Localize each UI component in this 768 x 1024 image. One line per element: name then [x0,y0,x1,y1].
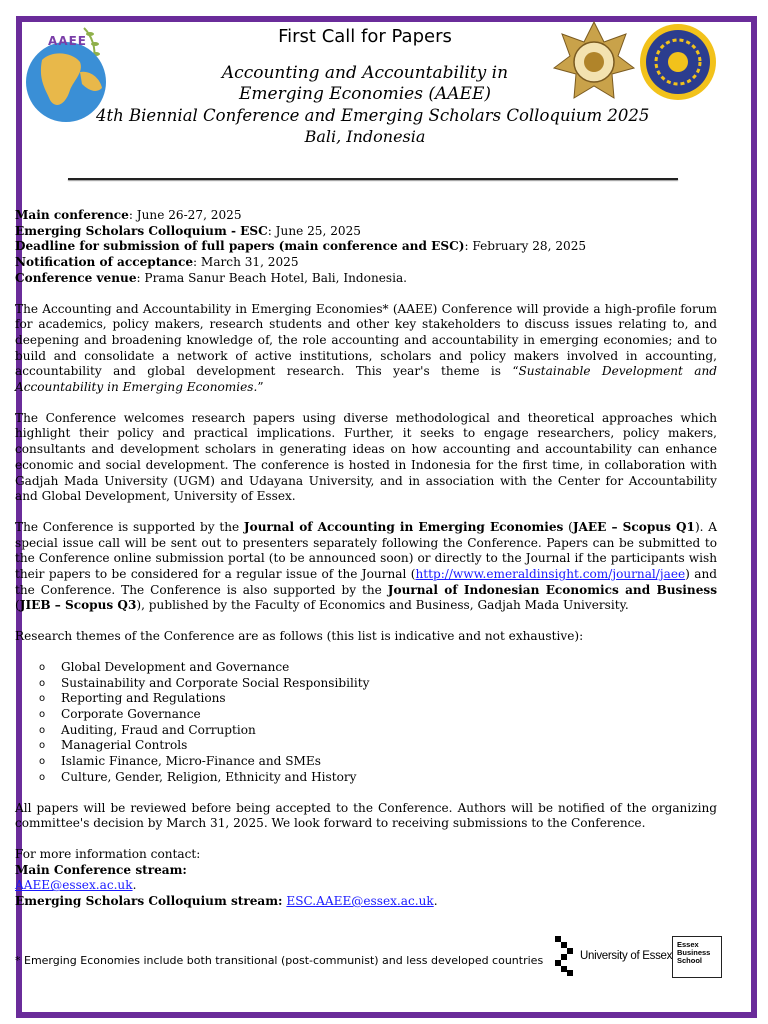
key-info [15,208,717,287]
info-main-conference: Main conference: June 26-27, 2025 [15,208,242,222]
list-item: o Corporate Governance [39,706,201,721]
aaee-logo-text: AAEE [48,34,87,48]
info-esc: Emerging Scholars Colloquium - ESC: June 25, 2025 [15,223,361,238]
jaee-link[interactable]: http://www.emeraldinsight.com/journal/jaee [415,567,686,582]
list-item: o Reporting and Regulations [39,691,226,706]
contact-section: For more information contact: Main Conference stream: AAEE@essex.ac.uk. Emerging Scholars Colloquium stream: ESC.AAEE@essex.ac.uk. [15,847,717,910]
footnote: * Emerging Economies include both transitional (post-communist) and less developed countries [15,954,544,967]
esc-stream-label: Emerging Scholars Colloquium stream: [15,894,283,909]
review-paragraph: All papers will be reviewed before being accepted to the Conference. Authors will be notified of the organizing committee's decision by March 31, 2025. We look forward to receiving submissions to the Conference. [15,800,717,831]
info-notification: Notification of acceptance: March 31, 2025 [15,255,299,270]
scope-paragraph: The Conference welcomes research papers using diverse methodological and theoretical approaches which highlight their policy and practical implications. Further, it seeks to engage researchers, policy makers, consultants and development scholars in generating ideas on how accounting and accountability can enhance economic and social development. The conference is hosted in Indonesia for the first time, in collaboration with Gadjah Mada University (UGM) and Udayana University, and in association with the Center for Accountability and Global Development, University of Essex. [15,410,717,504]
essex-logo-mark [555,936,573,976]
esc-email-link[interactable]: ESC.AAEE@essex.ac.uk [286,894,434,909]
essex-business-school-logo: Essex Business School [672,936,722,978]
list-item: o Islamic Finance, Micro-Finance and SMEs [39,754,321,769]
contact-intro: For more information contact: [15,846,201,861]
conference-title-line1: Accounting and Accountability in [221,63,509,83]
main-stream-label: Main Conference stream: [15,862,187,877]
conference-location: Bali, Indonesia [304,127,426,146]
header-divider [68,178,678,180]
list-item: o Managerial Controls [39,738,188,753]
main-email-link[interactable]: AAEE@essex.ac.uk [15,878,133,893]
conference-title-line2: Emerging Economies (AAEE) [238,84,491,104]
main-body [15,208,717,910]
udayana-seal [636,20,720,104]
list-item: o Global Development and Governance [39,659,290,674]
intro-paragraph: The Accounting and Accountability in Emerging Economies* (AAEE) Conference will provide a high-profile forum for academics, policy makers, research students and other key stakeholders to discuss issues relating to, and deepening and broadening knowledge of, the role accounting and accountability in emerging economies; and to build and consolidate a network of active institutions, scholars and policy makers involved in accounting, accountability and global development research. This year's theme is “Sustainable Development and Accountability in Emerging Economies.” [15,301,717,395]
journal-paragraph: The Conference is supported by the Journal of Accounting in Emerging Economies (JAEE – Scopus Q1). A special issue call will be sent out to presenters separately following the Conference. Papers can be submitted to the Conference online submission portal (to be announced soon) or directly to the Journal if the participants wish their papers to be considered for a regular issue of the Journal (http://www.emeraldinsight.com/journal/jaee) and the Conference. The Conference is also supported by the Journal of Indonesian Economics and Business (JIEB – Scopus Q3), published by the Faculty of Economics and Business, Gadjah Mada University. [15,519,718,613]
header [96,26,650,147]
info-deadline: Deadline for submission of full papers (main conference and ESC): February 28, 2025 [15,239,587,254]
info-venue: Conference venue: Prama Sanur Beach Hotel, Bali, Indonesia. [15,270,408,285]
themes-intro: Research themes of the Conference are as follows (this list is indicative and not exhaustive): [15,629,584,644]
list-item: o Sustainability and Corporate Social Responsibility [39,675,370,690]
list-item: o Auditing, Fraud and Corruption [39,722,256,737]
university-of-essex-logo: University of Essex [580,950,673,962]
list-item: o Culture, Gender, Religion, Ethnicity and History [39,769,357,784]
call-title: First Call for Papers [278,26,452,47]
themes-list [15,660,717,786]
conference-subtitle: 4th Biennial Conference and Emerging Scholars Colloquium 2025 [96,106,650,125]
